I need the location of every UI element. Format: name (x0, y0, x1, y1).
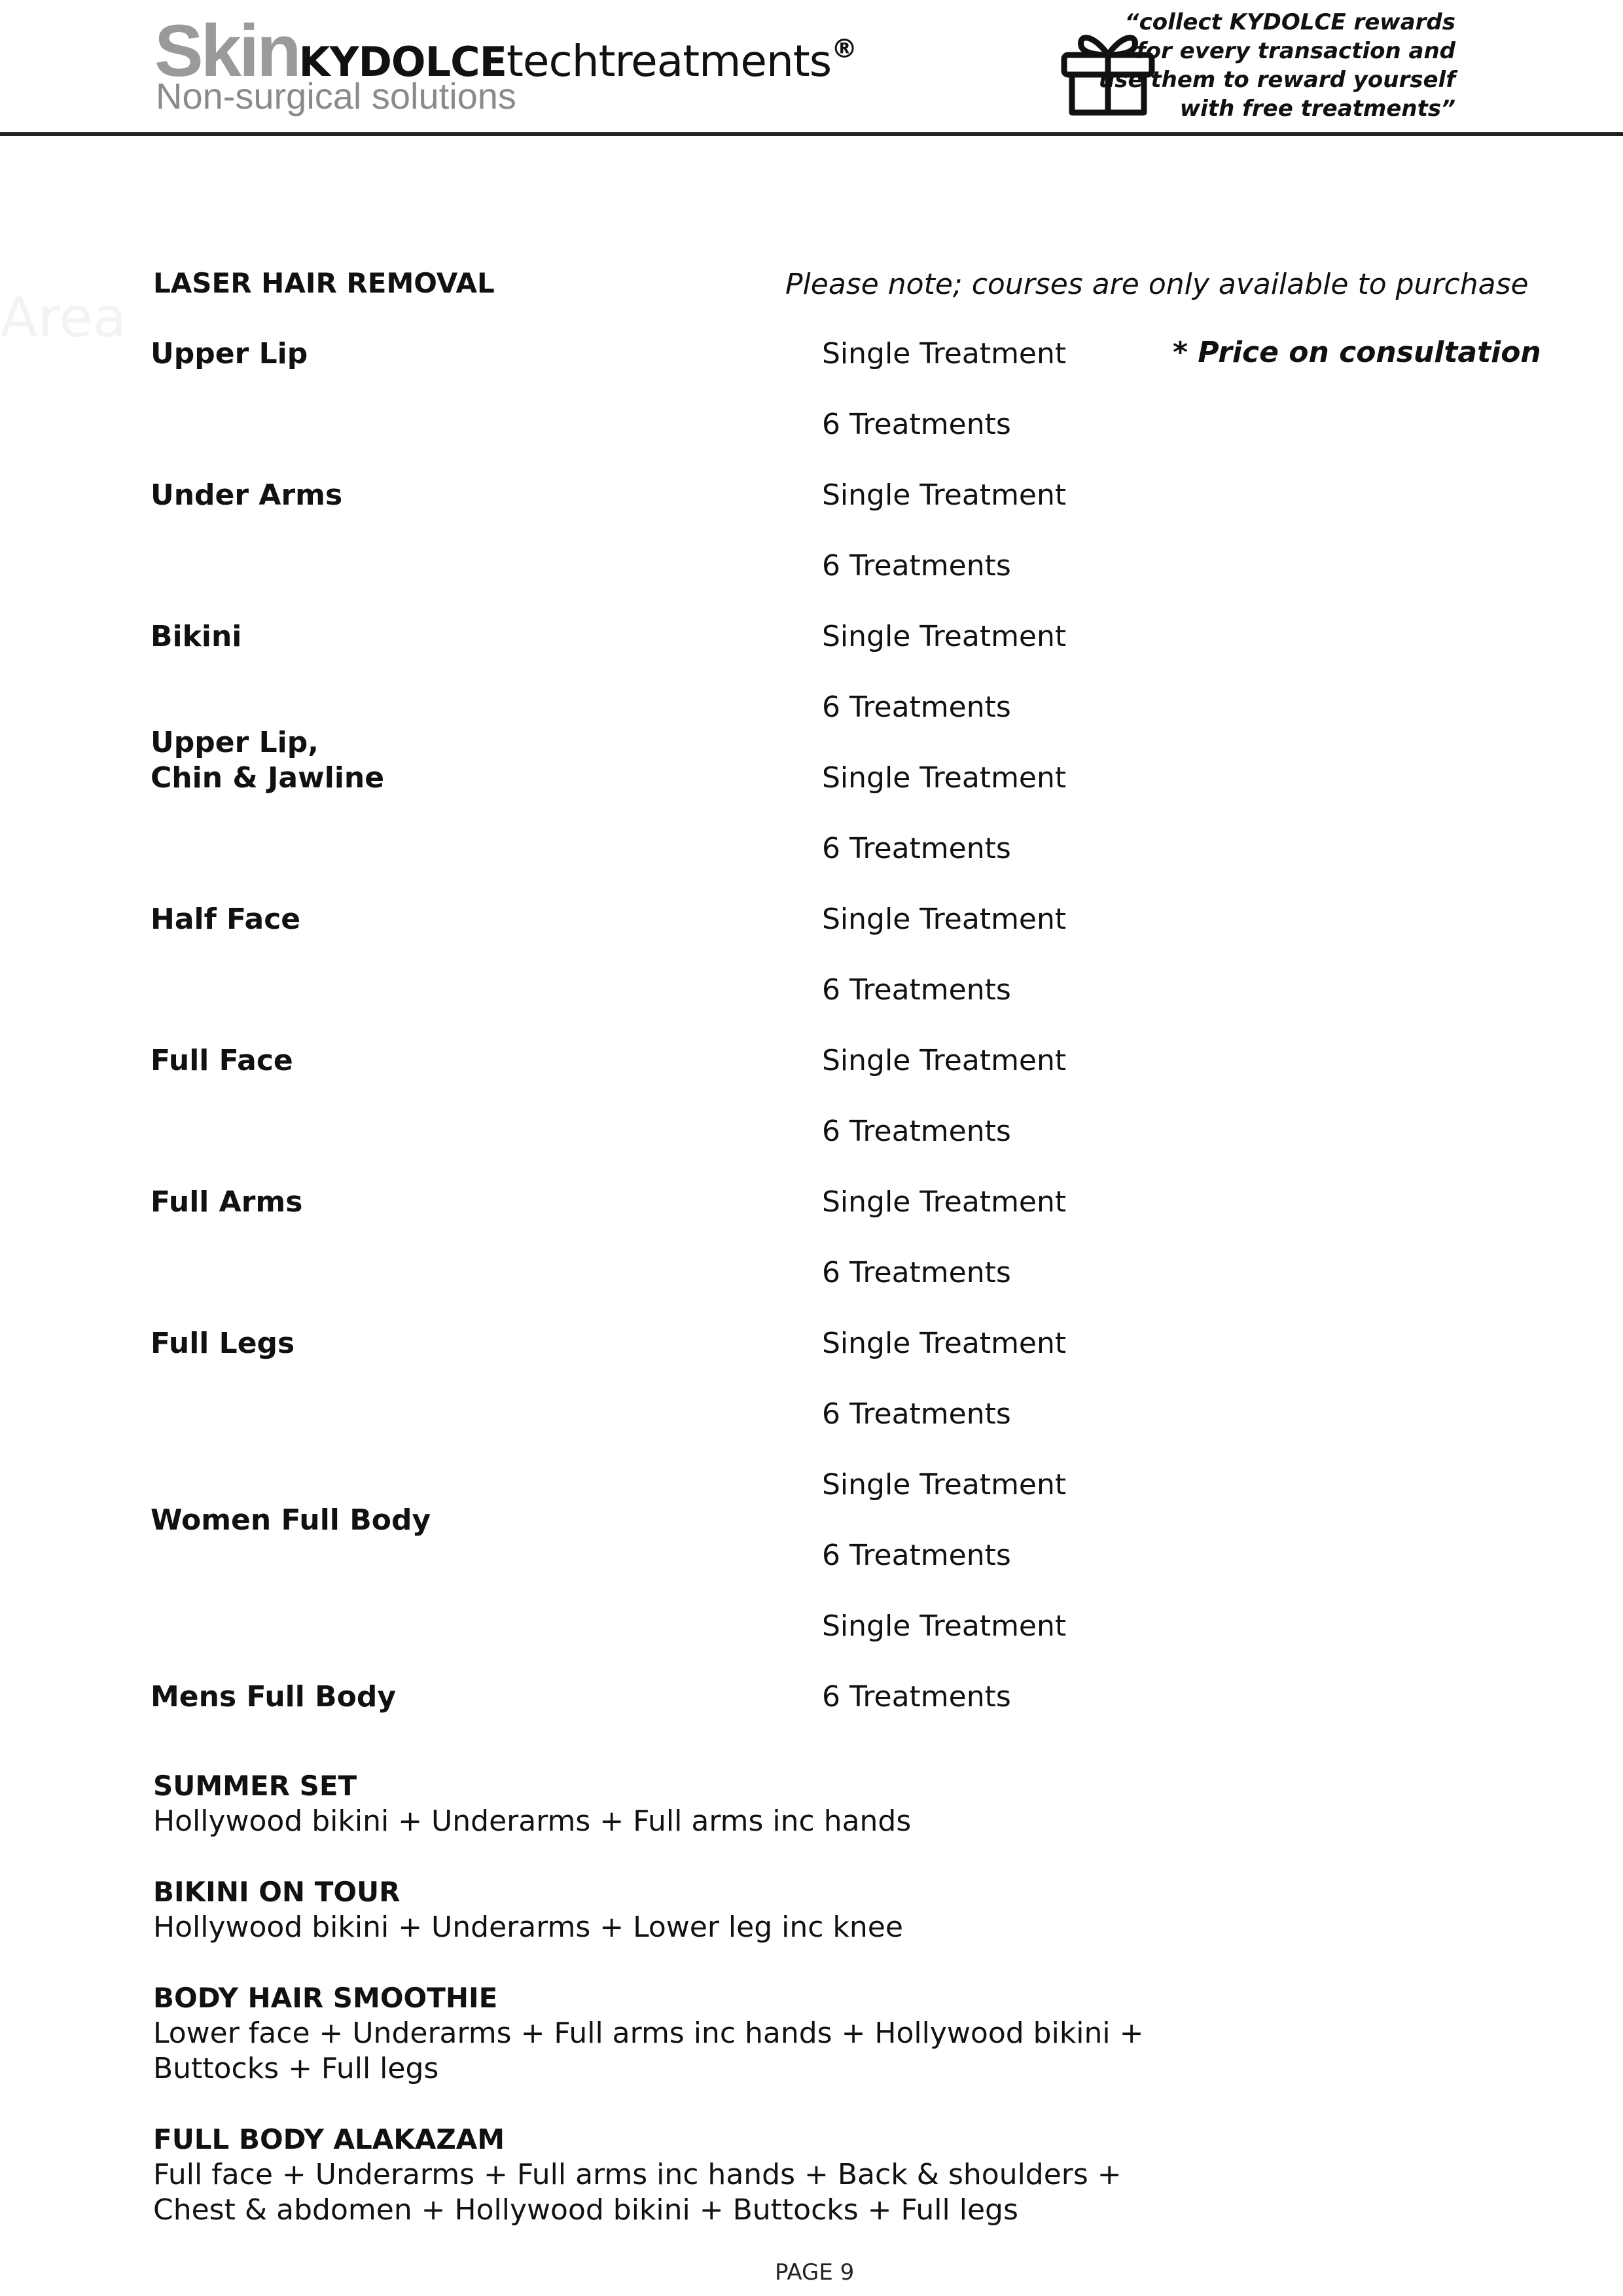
option-six: 6 Treatments (822, 1397, 1011, 1431)
quote-line: with free treatments” (1179, 96, 1455, 122)
price-on-consultation: * Price on consultation (1173, 336, 1541, 369)
option-six: 6 Treatments (822, 973, 1011, 1007)
area-full-legs: Full Legs (151, 1327, 295, 1360)
option-six: 6 Treatments (822, 549, 1011, 583)
area-full-face: Full Face (151, 1044, 293, 1077)
area-upper-lip-chin: Upper Lip, (151, 726, 319, 759)
option-single: Single Treatment (822, 903, 1067, 936)
area-chin-jawline: Chin & Jawline (151, 761, 385, 795)
option-single: Single Treatment (822, 1327, 1067, 1360)
purchase-note: Please note; courses are only available to purchase (785, 268, 1529, 301)
package-description: Full face + Underarms + Full arms inc hands + Back & shoulders + (153, 2158, 1122, 2191)
quote-line: use them to reward yourself (1099, 67, 1455, 93)
package-title: BODY HAIR SMOOTHIE (153, 1982, 498, 2014)
option-single: Single Treatment (822, 761, 1067, 795)
brand-skin: Skin (154, 10, 299, 92)
area-upper-lip: Upper Lip (151, 337, 308, 370)
option-single: Single Treatment (822, 1185, 1067, 1219)
option-single: Single Treatment (822, 1044, 1067, 1077)
option-single: Single Treatment (822, 337, 1067, 370)
area-full-arms: Full Arms (151, 1185, 303, 1219)
brand-subtitle: Non-surgical solutions (156, 75, 516, 117)
package-title: FULL BODY ALAKAZAM (153, 2123, 505, 2155)
brand-techtreatments: techtreatments (507, 36, 832, 86)
option-six: 6 Treatments (822, 1115, 1011, 1148)
option-single: Single Treatment (822, 478, 1067, 512)
header-divider (0, 132, 1623, 136)
registered-mark: ® (831, 34, 858, 64)
package-description: Hollywood bikini + Underarms + Lower leg inc knee (153, 1910, 903, 1944)
option-single: Single Treatment (822, 1609, 1067, 1643)
package-description: Hollywood bikini + Underarms + Full arms inc hands (153, 1804, 912, 1838)
option-single: Single Treatment (822, 620, 1067, 653)
option-six: 6 Treatments (822, 1680, 1011, 1713)
area-bikini: Bikini (151, 620, 242, 653)
option-six: 6 Treatments (822, 691, 1011, 724)
quote-line: for every transaction and (1135, 38, 1455, 64)
section-title: LASER HAIR REMOVAL (153, 267, 495, 299)
option-six: 6 Treatments (822, 408, 1011, 441)
area-women-full-body: Women Full Body (151, 1503, 431, 1537)
area-mens-full-body: Mens Full Body (151, 1680, 397, 1713)
package-title: BIKINI ON TOUR (153, 1876, 401, 1908)
option-six: 6 Treatments (822, 1539, 1011, 1572)
package-description: Lower face + Underarms + Full arms inc hands + Hollywood bikini + (153, 2017, 1144, 2050)
page-header (0, 0, 1623, 139)
area-under-arms: Under Arms (151, 478, 343, 512)
option-six: 6 Treatments (822, 832, 1011, 865)
brand-kydolce: KYDOLCE (298, 38, 507, 86)
option-six: 6 Treatments (822, 1256, 1011, 1289)
package-title: SUMMER SET (153, 1770, 357, 1802)
area-half-face: Half Face (151, 903, 301, 936)
package-description: Buttocks + Full legs (153, 2052, 439, 2085)
faded-area-label: Area (0, 285, 127, 350)
package-description: Chest & abdomen + Hollywood bikini + Buttocks + Full legs (153, 2193, 1018, 2227)
quote-line: “collect KYDOLCE rewards (1124, 9, 1455, 35)
option-single: Single Treatment (822, 1468, 1067, 1501)
page-number: PAGE 9 (775, 2259, 855, 2286)
rewards-quote (1099, 8, 1455, 123)
